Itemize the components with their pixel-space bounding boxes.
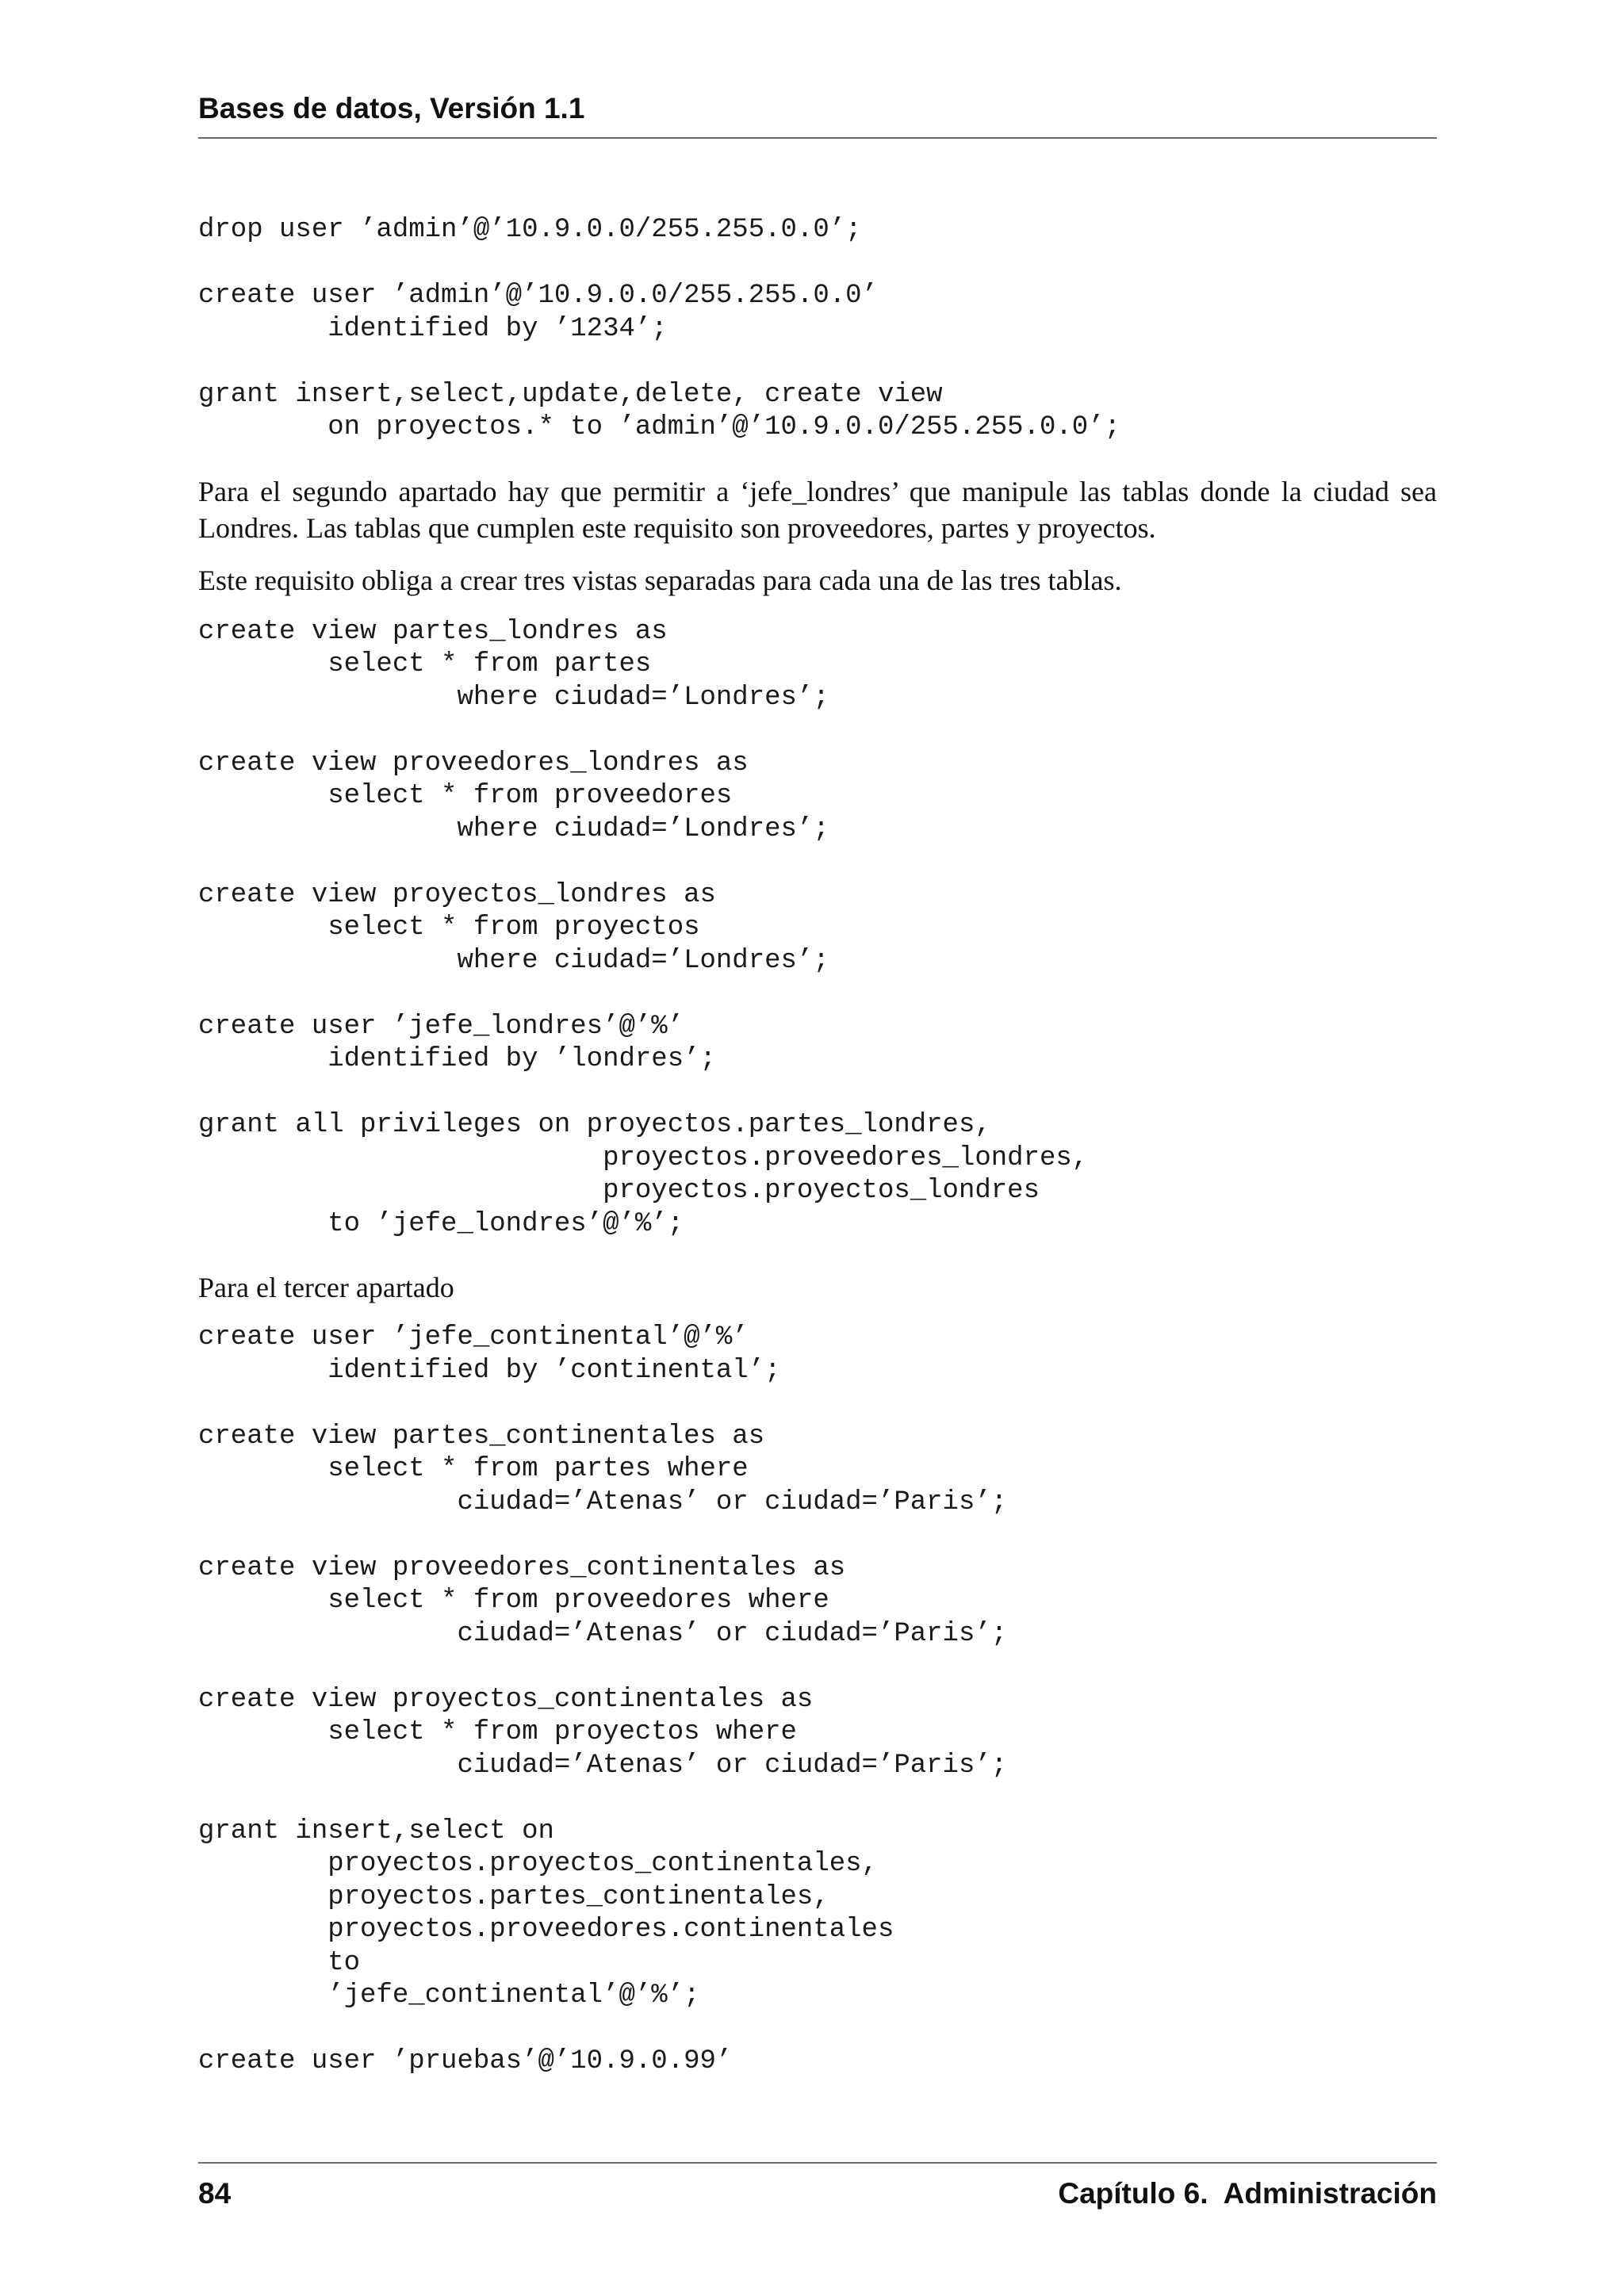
paragraph: Para el segundo apartado hay que permitir a ‘jefe_londres’ que manipule las tablas donde la ciudad sea Londres. Las tablas que cumplen este requisito son proveedores, partes y proyectos. xyxy=(198,475,1437,544)
page-number: 84 xyxy=(198,2177,232,2210)
page-content xyxy=(198,214,1437,2079)
code-block: create user ’jefe_continental’@’%’ identified by ’continental’; create view partes_continentales as select * from partes where ciudad=’Atenas’ or ciudad=’Paris’; create view proveedores_continentales as select * from proveedores where ciudad=’Atenas’ or ciudad=’Paris’; create view proyectos_continentales as select * from proyectos where ciudad=’Atenas’ or ciudad=’Paris’; grant insert,select on proyectos.proyectos_continentales, proyectos.partes_continentales, proyectos.proveedores.continentales to ’jefe_continental’@’%’; create user ’pruebas’@’10.9.0.99’ xyxy=(198,1322,1008,2076)
code-block: drop user ’admin’@’10.9.0.0/255.255.0.0’; create user ’admin’@’10.9.0.0/255.255.0.0’ identified by ’1234’; grant insert,select,update,delete, create view on proyectos.* to ’admin’@’10.9.0.0/255.255.0.0’; xyxy=(198,215,1120,442)
paragraph: Este requisito obliga a crear tres vistas separadas para cada una de las tres tablas. xyxy=(198,564,1122,596)
code-block: create view partes_londres as select * from partes where ciudad=’Londres’; create view proveedores_londres as select * from proveedores where ciudad=’Londres’; create view proyectos_londres as select * from proyectos where ciudad=’Londres’; create user ’jefe_londres’@’%’ identified by ’londres’; grant all privileges on proyectos.partes_londres, proyectos.proveedores_londres, proyectos.proyectos_londres to ’jefe_londres’@’%’; xyxy=(198,616,1089,1239)
page-footer xyxy=(198,2162,1437,2219)
paragraph: Para el tercer apartado xyxy=(198,1272,454,1303)
page-header xyxy=(198,91,1437,139)
chapter-title: Capítulo 6. Administración xyxy=(1058,2177,1437,2210)
running-title: Bases de datos, Versión 1.1 xyxy=(198,92,585,124)
